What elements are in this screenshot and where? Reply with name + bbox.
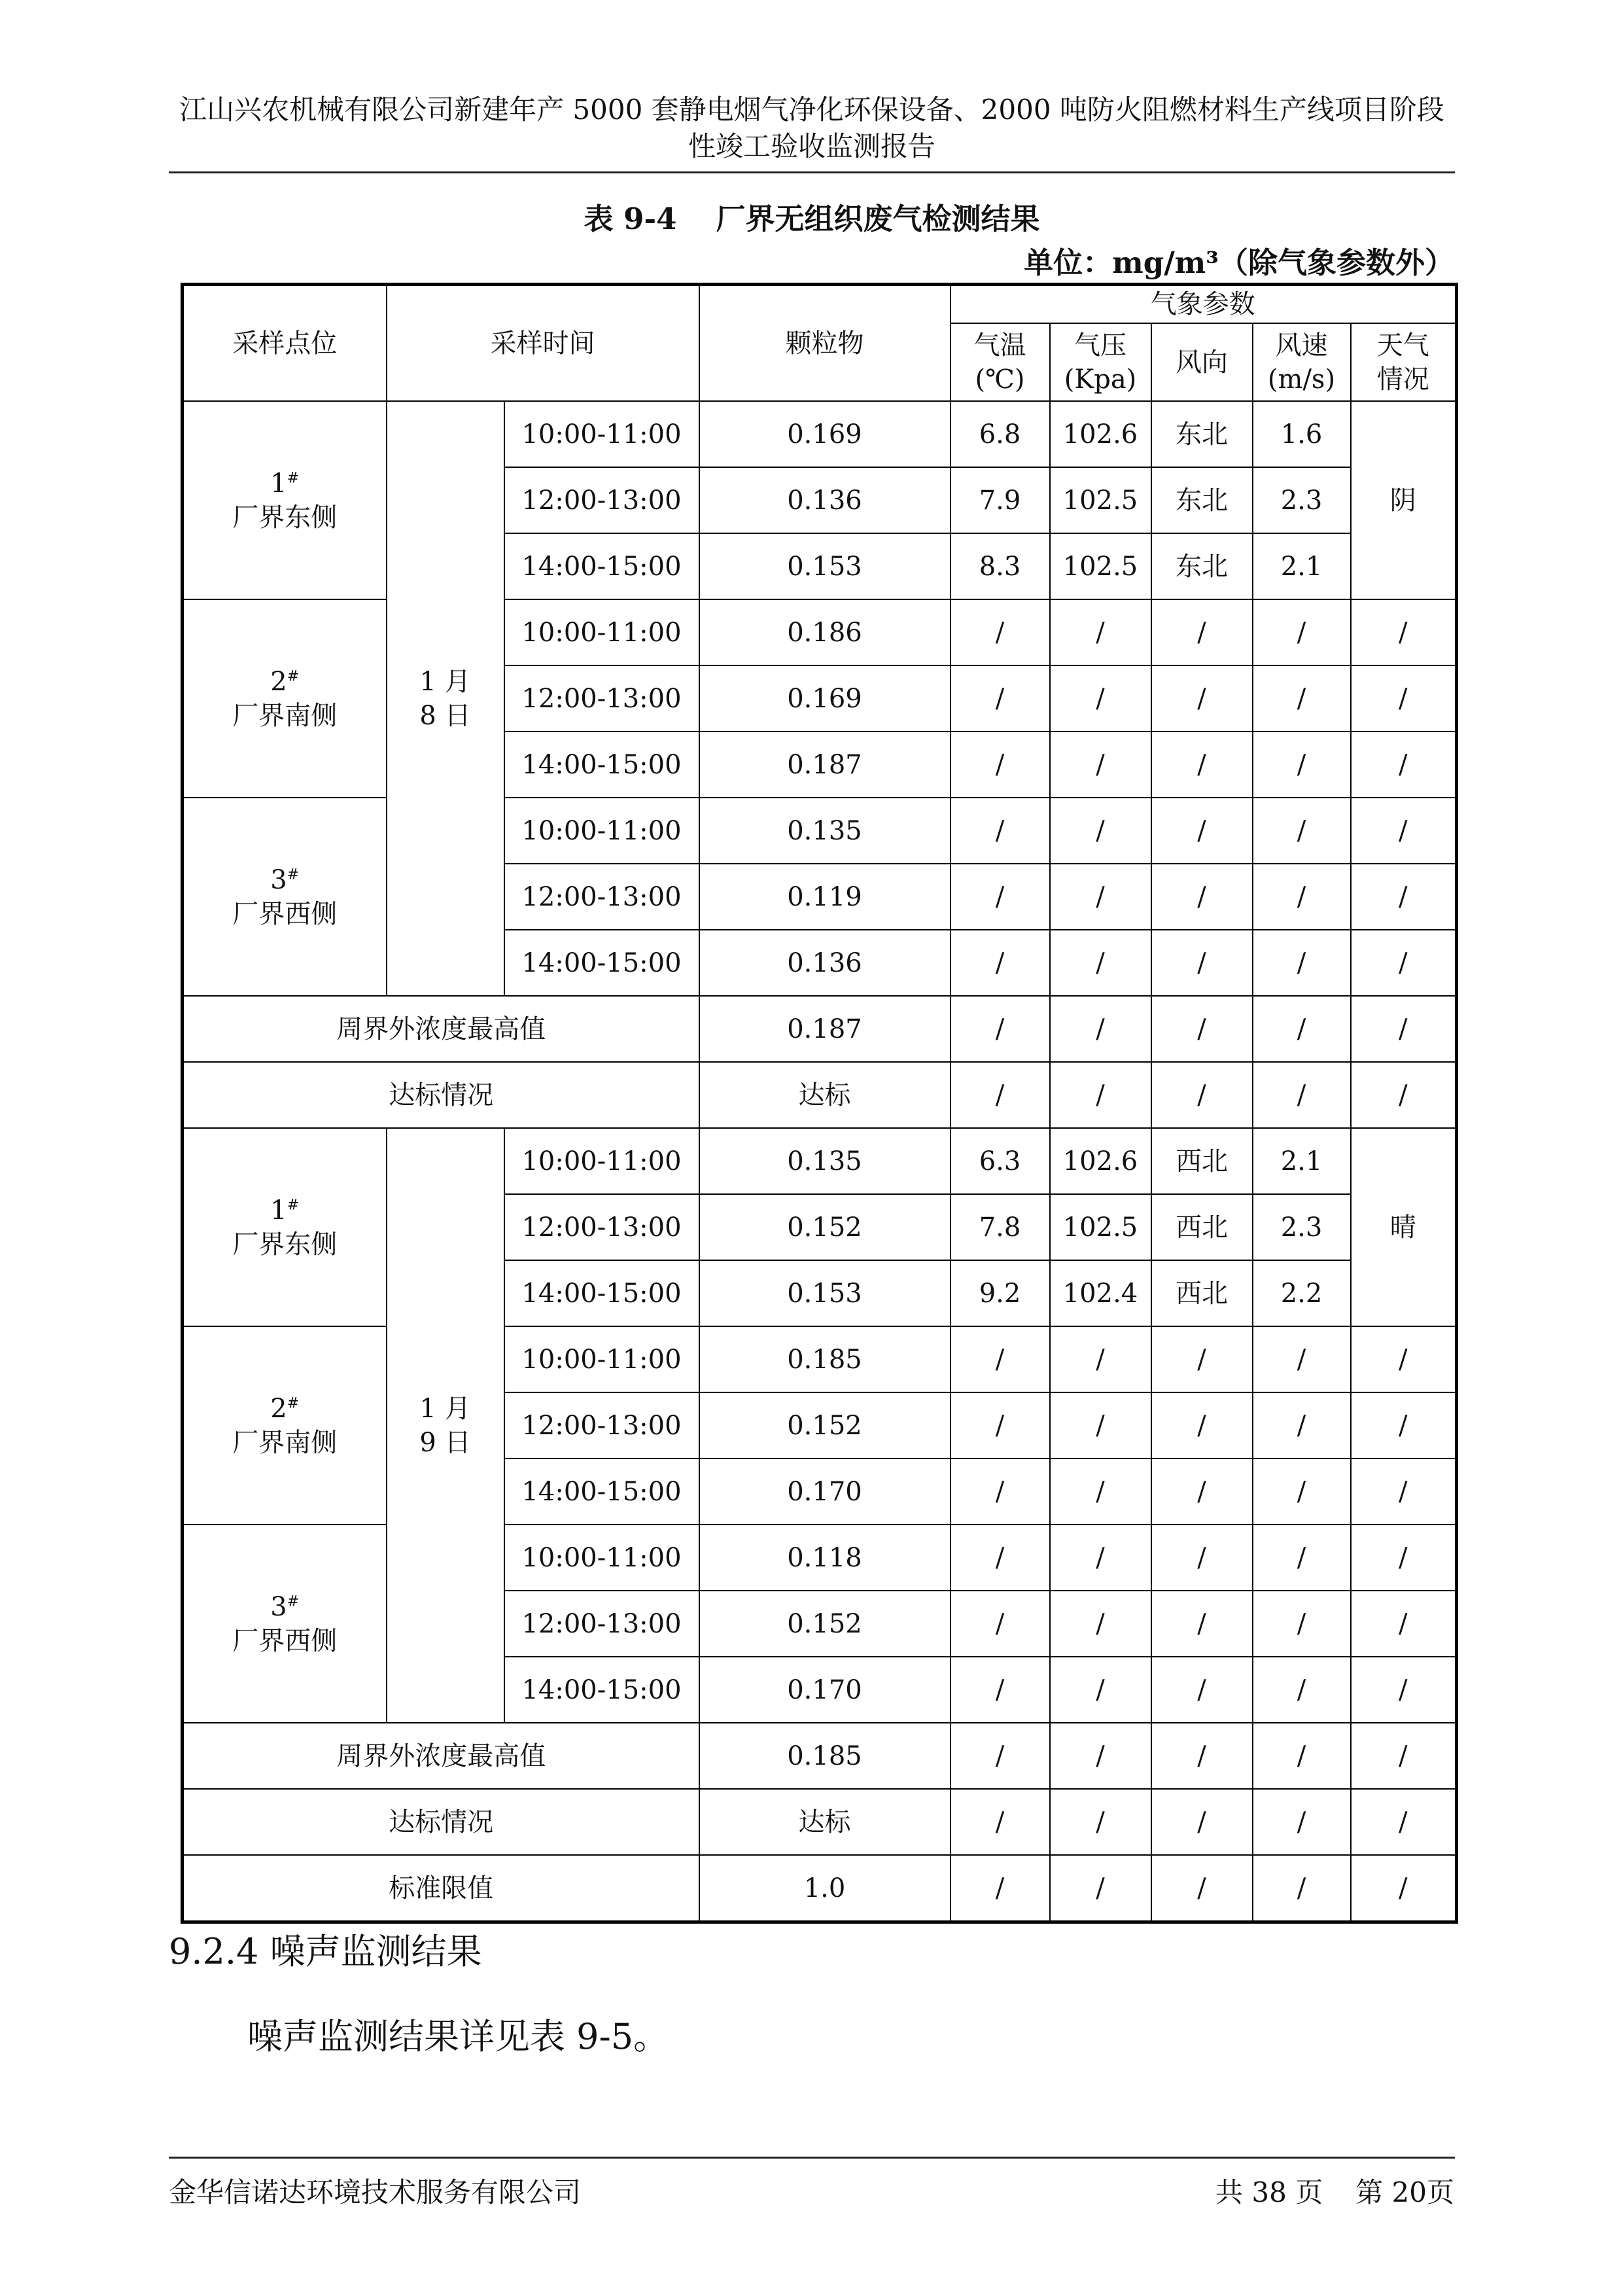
temp-cell: / <box>951 599 1050 665</box>
wind-dir-cell: / <box>1151 798 1253 864</box>
wind-dir-cell: / <box>1151 1458 1253 1525</box>
wind-speed-cell: 2.3 <box>1253 1194 1351 1260</box>
particulate-cell: 1.0 <box>699 1855 951 1922</box>
table-number: 表 9-4 <box>584 202 677 236</box>
pressure-cell: / <box>1050 599 1151 665</box>
header-line-1: 江山兴农机械有限公司新建年产 5000 套静电烟气净化环保设备、2000 吨防火阻燃材料生产线项目阶段 <box>179 94 1444 126</box>
header-sky <box>1351 323 1457 401</box>
particulate-cell: 0.185 <box>699 1326 951 1392</box>
wind-dir-cell: / <box>1151 1392 1253 1458</box>
sky-cell: 阴 <box>1351 401 1457 599</box>
header-divider <box>169 171 1455 173</box>
time-cell: 14:00-15:00 <box>504 1260 699 1326</box>
particulate-cell: 0.169 <box>699 401 951 467</box>
location-number: 1 <box>270 1195 287 1226</box>
wind-speed-cell: / <box>1253 732 1351 798</box>
particulate-cell: 0.136 <box>699 467 951 533</box>
wind-dir-cell: / <box>1151 1525 1253 1591</box>
time-cell: 12:00-13:00 <box>504 467 699 533</box>
temp-cell: / <box>951 1458 1050 1525</box>
header-wind-speed-unit: (m/s) <box>1267 364 1336 395</box>
header-row <box>183 285 1457 324</box>
compliance-row <box>183 1789 1457 1855</box>
wind-speed-cell: 2.1 <box>1253 1128 1351 1194</box>
wind-speed-cell: / <box>1253 1458 1351 1525</box>
wind-dir-cell: / <box>1151 930 1253 996</box>
particulate-cell: 0.118 <box>699 1525 951 1591</box>
sky-cell: / <box>1351 1591 1457 1657</box>
temp-cell: / <box>951 996 1050 1062</box>
temp-cell: / <box>951 1062 1050 1128</box>
table-row <box>183 599 1457 665</box>
location-name: 厂界东侧 <box>232 502 338 533</box>
table-row <box>183 1128 1457 1194</box>
sky-cell: / <box>1351 996 1457 1062</box>
pressure-cell: / <box>1050 1458 1151 1525</box>
header-wind-speed <box>1253 323 1351 401</box>
date-month: 1 月 <box>419 666 471 697</box>
pressure-cell: / <box>1050 996 1151 1062</box>
location-number: 1 <box>270 468 287 499</box>
row-label: 标准限值 <box>183 1855 699 1922</box>
wind-dir-cell: 东北 <box>1151 401 1253 467</box>
temp-cell: / <box>951 665 1050 732</box>
wind-speed-cell: / <box>1253 798 1351 864</box>
wind-dir-cell: / <box>1151 1062 1253 1128</box>
location-cell <box>183 1128 387 1326</box>
time-cell: 12:00-13:00 <box>504 1194 699 1260</box>
temp-cell: 6.8 <box>951 401 1050 467</box>
header-weather-group: 气象参数 <box>951 285 1457 324</box>
sky-cell: / <box>1351 665 1457 732</box>
location-number-mark: # <box>287 1593 300 1610</box>
location-number-mark: # <box>287 1395 300 1412</box>
table-title: 厂界无组织废气检测结果 <box>716 202 1040 236</box>
wind-speed-cell: 2.2 <box>1253 1260 1351 1326</box>
sky-cell: / <box>1351 1326 1457 1392</box>
footer-company: 金华信诺达环境技术服务有限公司 <box>169 2176 582 2208</box>
sky-cell: / <box>1351 1657 1457 1723</box>
particulate-cell: 0.170 <box>699 1657 951 1723</box>
temp-cell: 7.8 <box>951 1194 1050 1260</box>
particulate-cell: 0.135 <box>699 1128 951 1194</box>
header-particulate: 颗粒物 <box>699 285 951 402</box>
temp-cell: / <box>951 1657 1050 1723</box>
header-sky-label: 天气 <box>1376 330 1429 361</box>
wind-speed-cell: 2.1 <box>1253 533 1351 599</box>
time-cell: 10:00-11:00 <box>504 798 699 864</box>
footer-divider <box>169 2157 1455 2159</box>
header-line-2: 性竣工验收监测报告 <box>688 130 935 162</box>
sky-cell: / <box>1351 1392 1457 1458</box>
wind-speed-cell: / <box>1253 1525 1351 1591</box>
pressure-cell: / <box>1050 1591 1151 1657</box>
header-wind-dir: 风向 <box>1151 323 1253 401</box>
pressure-cell: / <box>1050 930 1151 996</box>
date-day: 8 日 <box>419 700 471 731</box>
particulate-cell: 0.185 <box>699 1723 951 1789</box>
temp-cell: / <box>951 1525 1050 1591</box>
wind-speed-cell: 1.6 <box>1253 401 1351 467</box>
location-name: 厂界南侧 <box>232 700 338 731</box>
header-pressure-label: 气压 <box>1074 330 1126 361</box>
particulate-cell: 0.135 <box>699 798 951 864</box>
header-location: 采样点位 <box>183 285 387 402</box>
wind-dir-cell: / <box>1151 1723 1253 1789</box>
particulate-cell: 0.152 <box>699 1392 951 1458</box>
pressure-cell: 102.6 <box>1050 401 1151 467</box>
wind-speed-cell: / <box>1253 1789 1351 1855</box>
time-cell: 12:00-13:00 <box>504 1591 699 1657</box>
wind-dir-cell: / <box>1151 732 1253 798</box>
sky-cell: / <box>1351 798 1457 864</box>
max-value-row <box>183 1723 1457 1789</box>
time-cell: 14:00-15:00 <box>504 1657 699 1723</box>
temp-cell: 8.3 <box>951 533 1050 599</box>
table-body <box>183 285 1457 1922</box>
wind-speed-cell: / <box>1253 1591 1351 1657</box>
wind-dir-cell: 东北 <box>1151 467 1253 533</box>
sky-cell: / <box>1351 1855 1457 1922</box>
particulate-cell: 0.152 <box>699 1591 951 1657</box>
time-cell: 10:00-11:00 <box>504 401 699 467</box>
wind-speed-cell: / <box>1253 930 1351 996</box>
location-name: 厂界南侧 <box>232 1427 338 1458</box>
particulate-cell: 达标 <box>699 1062 951 1128</box>
pressure-cell: / <box>1050 1392 1151 1458</box>
location-cell <box>183 401 387 599</box>
location-number: 2 <box>270 1393 287 1424</box>
date-month: 1 月 <box>419 1393 471 1424</box>
date-day: 9 日 <box>419 1427 471 1458</box>
location-cell <box>183 798 387 996</box>
row-label: 达标情况 <box>183 1062 699 1128</box>
wind-speed-cell: / <box>1253 1062 1351 1128</box>
header-temp-label: 气温 <box>973 330 1026 361</box>
wind-speed-cell: / <box>1253 864 1351 930</box>
wind-dir-cell: / <box>1151 1855 1253 1922</box>
location-cell <box>183 599 387 798</box>
header-time: 采样时间 <box>387 285 699 402</box>
wind-dir-cell: / <box>1151 1789 1253 1855</box>
time-cell: 14:00-15:00 <box>504 1458 699 1525</box>
temp-cell: 7.9 <box>951 467 1050 533</box>
temp-cell: / <box>951 1591 1050 1657</box>
particulate-cell: 0.153 <box>699 1260 951 1326</box>
location-name: 厂界西侧 <box>232 1625 338 1656</box>
particulate-cell: 0.119 <box>699 864 951 930</box>
location-number: 3 <box>270 1591 287 1622</box>
wind-speed-cell: / <box>1253 1723 1351 1789</box>
date-cell <box>387 401 504 996</box>
table-row <box>183 1326 1457 1392</box>
sky-cell: / <box>1351 930 1457 996</box>
temp-cell: 9.2 <box>951 1260 1050 1326</box>
sky-cell: / <box>1351 1458 1457 1525</box>
wind-dir-cell: / <box>1151 1326 1253 1392</box>
wind-speed-cell: / <box>1253 1657 1351 1723</box>
sky-cell: / <box>1351 1789 1457 1855</box>
wind-dir-cell: 西北 <box>1151 1260 1253 1326</box>
header-pressure-unit: (Kpa) <box>1064 364 1137 395</box>
time-cell: 12:00-13:00 <box>504 1392 699 1458</box>
pressure-cell: / <box>1050 1855 1151 1922</box>
temp-cell: / <box>951 1855 1050 1922</box>
header-temp-unit: (℃) <box>975 364 1025 395</box>
wind-speed-cell: / <box>1253 1855 1351 1922</box>
temp-cell: / <box>951 1723 1050 1789</box>
particulate-cell: 0.187 <box>699 732 951 798</box>
location-number-mark: # <box>287 470 300 487</box>
wind-dir-cell: / <box>1151 665 1253 732</box>
pressure-cell: 102.5 <box>1050 467 1151 533</box>
sky-cell: 晴 <box>1351 1128 1457 1326</box>
pressure-cell: / <box>1050 1525 1151 1591</box>
time-cell: 12:00-13:00 <box>504 864 699 930</box>
wind-dir-cell: / <box>1151 996 1253 1062</box>
wind-dir-cell: 东北 <box>1151 533 1253 599</box>
footer-total-pages: 共 38 页 <box>1215 2176 1323 2208</box>
temp-cell: / <box>951 1789 1050 1855</box>
wind-dir-cell: 西北 <box>1151 1128 1253 1194</box>
particulate-cell: 0.187 <box>699 996 951 1062</box>
header-temp <box>951 323 1050 401</box>
time-cell: 12:00-13:00 <box>504 665 699 732</box>
particulate-cell: 0.170 <box>699 1458 951 1525</box>
max-value-row <box>183 996 1457 1062</box>
wind-dir-cell: / <box>1151 1591 1253 1657</box>
time-cell: 14:00-15:00 <box>504 533 699 599</box>
wind-dir-cell: / <box>1151 1657 1253 1723</box>
wind-dir-cell: / <box>1151 864 1253 930</box>
time-cell: 10:00-11:00 <box>504 1128 699 1194</box>
sky-cell: / <box>1351 1723 1457 1789</box>
time-cell: 10:00-11:00 <box>504 1525 699 1591</box>
pressure-cell: / <box>1050 1789 1151 1855</box>
particulate-cell: 0.152 <box>699 1194 951 1260</box>
row-label: 周界外浓度最高值 <box>183 1723 699 1789</box>
particulate-cell: 0.186 <box>699 599 951 665</box>
table-row <box>183 401 1457 467</box>
location-name: 厂界东侧 <box>232 1229 338 1260</box>
pressure-cell: 102.5 <box>1050 1194 1151 1260</box>
time-cell: 10:00-11:00 <box>504 599 699 665</box>
pressure-cell: 102.6 <box>1050 1128 1151 1194</box>
section-paragraph: 噪声监测结果详见表 9-5。 <box>247 2016 669 2057</box>
table-unit-note: 单位：mg/m³（除气象参数外） <box>1024 245 1454 280</box>
date-cell <box>387 1128 504 1723</box>
wind-speed-cell: / <box>1253 665 1351 732</box>
wind-speed-cell: / <box>1253 599 1351 665</box>
particulate-cell: 0.169 <box>699 665 951 732</box>
temp-cell: / <box>951 1326 1050 1392</box>
pressure-cell: / <box>1050 1326 1151 1392</box>
footer-page-number: 第 20页 <box>1355 2176 1454 2208</box>
wind-dir-cell: / <box>1151 599 1253 665</box>
header-sky-label-2: 情况 <box>1376 364 1429 395</box>
row-label: 达标情况 <box>183 1789 699 1855</box>
sky-cell: / <box>1351 864 1457 930</box>
pressure-cell: 102.4 <box>1050 1260 1151 1326</box>
table-row <box>183 798 1457 864</box>
location-number-mark: # <box>287 866 300 883</box>
wind-dir-cell: 西北 <box>1151 1194 1253 1260</box>
location-cell <box>183 1326 387 1525</box>
particulate-cell: 0.153 <box>699 533 951 599</box>
pressure-cell: / <box>1050 798 1151 864</box>
section-heading: 9.2.4 噪声监测结果 <box>169 1931 482 1972</box>
pressure-cell: / <box>1050 1657 1151 1723</box>
emission-table <box>181 283 1458 1924</box>
header-pressure <box>1050 323 1151 401</box>
temp-cell: / <box>951 930 1050 996</box>
pressure-cell: / <box>1050 1062 1151 1128</box>
compliance-row <box>183 1062 1457 1128</box>
temp-cell: / <box>951 1392 1050 1458</box>
report-header <box>169 92 1455 165</box>
pressure-cell: 102.5 <box>1050 533 1151 599</box>
temp-cell: 6.3 <box>951 1128 1050 1194</box>
location-cell <box>183 1525 387 1723</box>
pressure-cell: / <box>1050 1723 1151 1789</box>
header-wind-speed-label: 风速 <box>1275 330 1328 361</box>
time-cell: 10:00-11:00 <box>504 1326 699 1392</box>
table-row <box>183 1525 1457 1591</box>
location-number: 3 <box>270 864 287 895</box>
limit-row <box>183 1855 1457 1922</box>
wind-speed-cell: / <box>1253 1326 1351 1392</box>
wind-speed-cell: / <box>1253 996 1351 1062</box>
location-number-mark: # <box>287 668 300 685</box>
location-number-mark: # <box>287 1197 300 1214</box>
location-name: 厂界西侧 <box>232 898 338 929</box>
wind-speed-cell: 2.3 <box>1253 467 1351 533</box>
location-number: 2 <box>270 666 287 697</box>
temp-cell: / <box>951 732 1050 798</box>
pressure-cell: / <box>1050 864 1151 930</box>
temp-cell: / <box>951 864 1050 930</box>
table-caption <box>169 195 1455 238</box>
time-cell: 14:00-15:00 <box>504 930 699 996</box>
sky-cell: / <box>1351 1062 1457 1128</box>
time-cell: 14:00-15:00 <box>504 732 699 798</box>
temp-cell: / <box>951 798 1050 864</box>
sky-cell: / <box>1351 599 1457 665</box>
pressure-cell: / <box>1050 732 1151 798</box>
sky-cell: / <box>1351 732 1457 798</box>
footer-pagination <box>1215 2171 1454 2210</box>
particulate-cell: 达标 <box>699 1789 951 1855</box>
sky-cell: / <box>1351 1525 1457 1591</box>
pressure-cell: / <box>1050 665 1151 732</box>
row-label: 周界外浓度最高值 <box>183 996 699 1062</box>
particulate-cell: 0.136 <box>699 930 951 996</box>
wind-speed-cell: / <box>1253 1392 1351 1458</box>
